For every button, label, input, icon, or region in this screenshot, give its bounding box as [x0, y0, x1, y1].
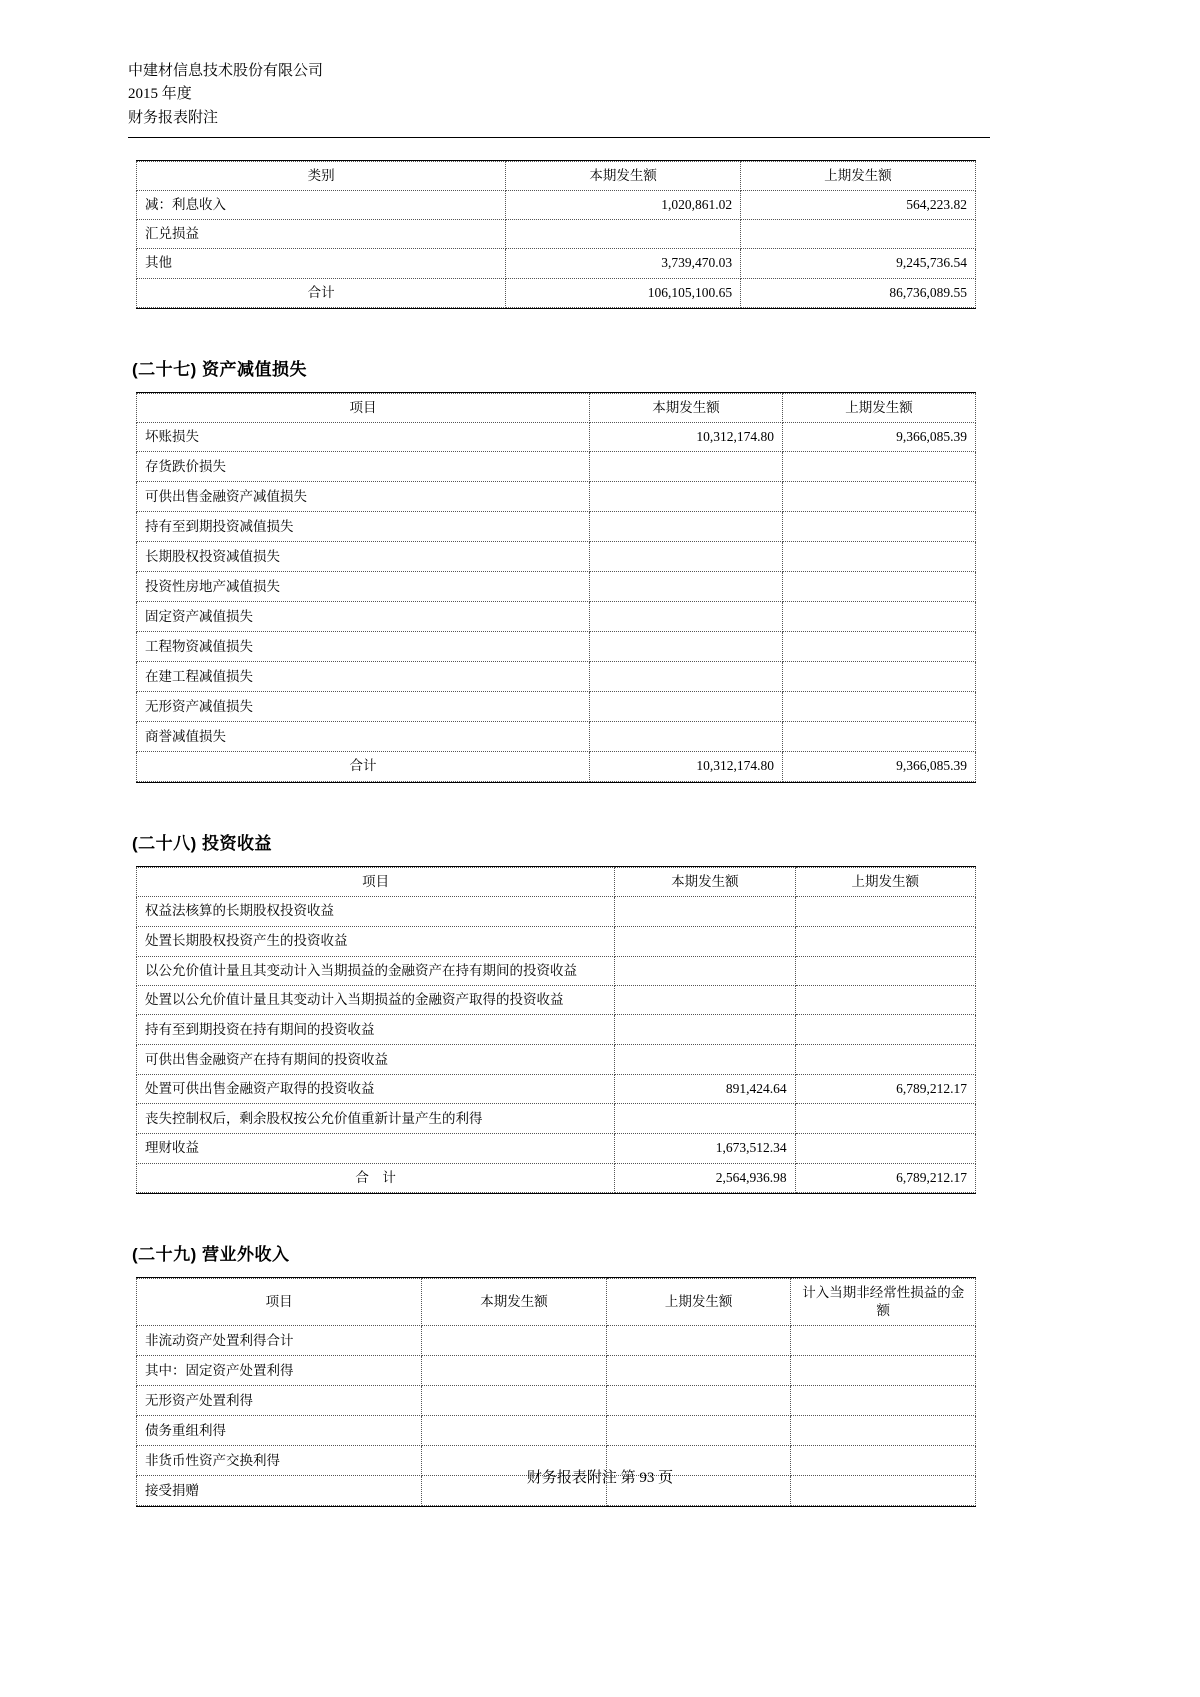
row-current [590, 632, 783, 662]
row-current [590, 572, 783, 602]
row-prior: 9,366,085.39 [783, 423, 976, 452]
col-header-prior: 上期发生额 [741, 161, 976, 190]
total-prior: 9,366,085.39 [783, 752, 976, 781]
row-label: 持有至到期投资减值损失 [137, 512, 590, 542]
table-row [137, 1278, 976, 1325]
row-current [590, 662, 783, 692]
table-row [137, 249, 976, 278]
row-current [422, 1326, 607, 1356]
row-nonrecurring [791, 1356, 976, 1386]
row-current: 1,673,512.34 [615, 1134, 795, 1163]
col-header-nonrecurring: 计入当期非经常性损益的金额 [791, 1278, 976, 1325]
row-prior [795, 926, 975, 956]
table-row [137, 482, 976, 512]
row-prior [795, 1015, 975, 1045]
table-row [137, 1075, 976, 1104]
row-label: 长期股权投资减值损失 [137, 542, 590, 572]
row-prior: 6,789,212.17 [795, 1075, 975, 1104]
row-label: 理财收益 [137, 1134, 615, 1163]
row-label: 无形资产减值损失 [137, 692, 590, 722]
row-prior [783, 722, 976, 752]
row-label: 非流动资产处置利得合计 [137, 1326, 422, 1356]
row-current [422, 1386, 607, 1416]
row-current [590, 602, 783, 632]
row-current [615, 1104, 795, 1134]
table-row [137, 602, 976, 632]
total-label: 合计 [137, 752, 590, 781]
row-label: 权益法核算的长期股权投资收益 [137, 896, 615, 926]
row-label: 固定资产减值损失 [137, 602, 590, 632]
row-prior [783, 452, 976, 482]
total-current: 106,105,100.65 [506, 278, 741, 307]
table-finance-expense-wrap [136, 160, 976, 309]
total-current: 2,564,936.98 [615, 1163, 795, 1192]
page-header [128, 60, 1080, 134]
row-prior [795, 985, 975, 1014]
row-label: 处置可供出售金融资产取得的投资收益 [137, 1075, 615, 1104]
spacer [128, 309, 1080, 355]
total-label: 合计 [137, 278, 506, 307]
table-row [137, 1134, 976, 1163]
table-investment-income [136, 867, 976, 1193]
row-prior [783, 512, 976, 542]
table-row [137, 1104, 976, 1134]
row-label: 坏账损失 [137, 423, 590, 452]
col-header-current: 本期发生额 [422, 1278, 607, 1325]
row-prior [783, 632, 976, 662]
total-label: 合 计 [137, 1163, 615, 1192]
row-prior [795, 1045, 975, 1075]
table-row [137, 393, 976, 422]
table-row [137, 1386, 976, 1416]
table-row [137, 512, 976, 542]
row-label: 汇兑损益 [137, 220, 506, 249]
table-row [137, 190, 976, 219]
col-header-current: 本期发生额 [590, 393, 783, 422]
row-label: 工程物资减值损失 [137, 632, 590, 662]
col-header-current: 本期发生额 [615, 867, 795, 896]
table-row [137, 220, 976, 249]
table-row [137, 452, 976, 482]
row-label: 持有至到期投资在持有期间的投资收益 [137, 1015, 615, 1045]
row-prior [783, 542, 976, 572]
row-current: 10,312,174.80 [590, 423, 783, 452]
col-header-item: 项目 [137, 867, 615, 896]
header-company: 中建材信息技术股份有限公司 [128, 63, 324, 79]
table-row [137, 632, 976, 662]
table-total-row [137, 278, 976, 307]
row-label: 处置以公允价值计量且其变动计入当期损益的金融资产取得的投资收益 [137, 985, 615, 1014]
row-current [615, 1015, 795, 1045]
row-current [590, 722, 783, 752]
total-prior: 6,789,212.17 [795, 1163, 975, 1192]
row-current [615, 926, 795, 956]
col-header-prior: 上期发生额 [606, 1278, 791, 1325]
row-current [506, 220, 741, 249]
row-prior [795, 1134, 975, 1163]
row-prior [795, 896, 975, 926]
row-prior [795, 1104, 975, 1134]
table-row [137, 161, 976, 190]
row-label: 可供出售金融资产在持有期间的投资收益 [137, 1045, 615, 1075]
row-label: 可供出售金融资产减值损失 [137, 482, 590, 512]
row-current [590, 452, 783, 482]
table-investment-income-wrap [136, 866, 976, 1194]
row-current [615, 956, 795, 985]
row-label: 以公允价值计量且其变动计入当期损益的金融资产在持有期间的投资收益 [137, 956, 615, 985]
row-current [590, 692, 783, 722]
row-prior [606, 1356, 791, 1386]
row-label: 投资性房地产减值损失 [137, 572, 590, 602]
table-row [137, 572, 976, 602]
row-current [590, 542, 783, 572]
table-row [137, 926, 976, 956]
row-nonrecurring [791, 1386, 976, 1416]
col-header-current: 本期发生额 [506, 161, 741, 190]
table-total-row [137, 1163, 976, 1192]
table-row [137, 1356, 976, 1386]
row-nonrecurring [791, 1416, 976, 1446]
total-current: 10,312,174.80 [590, 752, 783, 781]
page-footer: 财务报表附注 第 93 页 [526, 1470, 674, 1486]
table-finance-expense [136, 161, 976, 308]
section-title-27: (二十七) 资产减值损失 [132, 359, 308, 379]
row-label: 丧失控制权后，剩余股权按公允价值重新计量产生的利得 [137, 1104, 615, 1134]
row-prior [795, 956, 975, 985]
table-row [137, 1326, 976, 1356]
row-current [615, 1045, 795, 1075]
table-row [137, 1045, 976, 1075]
spacer [128, 1194, 1080, 1240]
row-current [615, 896, 795, 926]
header-doc-title: 财务报表附注 [128, 109, 219, 126]
row-prior [783, 572, 976, 602]
row-prior [741, 220, 976, 249]
table-row [137, 662, 976, 692]
row-current: 1,020,861.02 [506, 190, 741, 219]
table-row [137, 1015, 976, 1045]
row-label: 在建工程减值损失 [137, 662, 590, 692]
row-label: 减：利息收入 [137, 190, 506, 219]
table-row [137, 896, 976, 926]
table-row [137, 867, 976, 896]
col-header-prior: 上期发生额 [783, 393, 976, 422]
table-row [137, 985, 976, 1014]
row-label: 其他 [137, 249, 506, 278]
row-label: 债务重组利得 [137, 1416, 422, 1446]
row-label: 无形资产处置利得 [137, 1386, 422, 1416]
table-row [137, 692, 976, 722]
col-header-prior: 上期发生额 [795, 867, 975, 896]
row-prior: 9,245,736.54 [741, 249, 976, 278]
row-prior [606, 1326, 791, 1356]
table-row [137, 1416, 976, 1446]
row-prior [783, 692, 976, 722]
row-nonrecurring [791, 1326, 976, 1356]
row-prior: 564,223.82 [741, 190, 976, 219]
total-prior: 86,736,089.55 [741, 278, 976, 307]
row-label: 非货币性资产交换利得 [137, 1446, 422, 1476]
row-prior [783, 482, 976, 512]
row-prior [606, 1416, 791, 1446]
table-asset-impairment [136, 393, 976, 782]
row-current [590, 512, 783, 542]
row-label: 接受捐赠 [137, 1476, 422, 1506]
col-header-item: 项目 [137, 393, 590, 422]
row-prior [783, 602, 976, 632]
row-current [590, 482, 783, 512]
row-label: 其中：固定资产处置利得 [137, 1356, 422, 1386]
section-title-28: (二十八) 投资收益 [132, 833, 273, 853]
row-current [422, 1416, 607, 1446]
row-current: 891,424.64 [615, 1075, 795, 1104]
col-header-item: 项目 [137, 1278, 422, 1325]
header-year: 2015 年度 [128, 86, 192, 103]
table-asset-impairment-wrap [136, 392, 976, 783]
spacer [128, 783, 1080, 829]
section-title-29: (二十九) 营业外收入 [132, 1244, 290, 1264]
row-label: 商誉减值损失 [137, 722, 590, 752]
table-total-row [137, 752, 976, 781]
row-current [615, 985, 795, 1014]
table-row [137, 423, 976, 452]
row-label: 处置长期股权投资产生的投资收益 [137, 926, 615, 956]
row-prior [783, 662, 976, 692]
table-row [137, 956, 976, 985]
row-prior [606, 1386, 791, 1416]
row-current: 3,739,470.03 [506, 249, 741, 278]
col-header-category: 类别 [137, 161, 506, 190]
row-current [422, 1356, 607, 1386]
row-label: 存货跌价损失 [137, 452, 590, 482]
header-divider [128, 137, 990, 138]
table-row [137, 722, 976, 752]
table-row [137, 542, 976, 572]
